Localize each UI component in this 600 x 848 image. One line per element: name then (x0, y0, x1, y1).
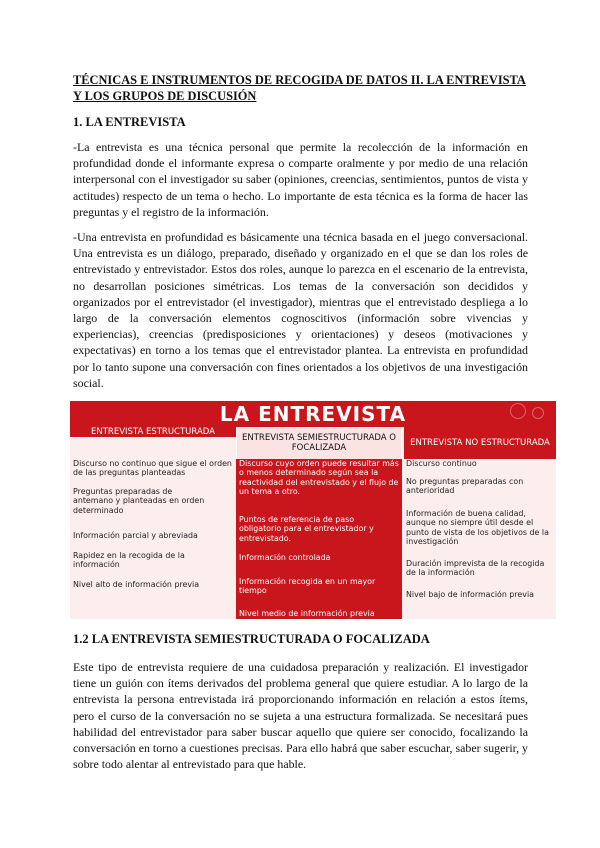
column-item: Información recogida en un mayor tiempo (239, 577, 376, 596)
column-item: Información controlada (239, 553, 331, 562)
column-item: Información de buena calidad, aunque no siempre útil desde el punto de vista de los objetivos de la investigación (406, 509, 549, 547)
column-item: No preguntas preparadas con anterioridad (406, 477, 524, 496)
column-item: Preguntas preparadas de antemano y planteadas en orden determinado (73, 487, 205, 515)
column-header: ENTREVISTA NO ESTRUCTURADA (404, 427, 556, 459)
column-header: ENTREVISTA ESTRUCTURADA (70, 427, 236, 437)
column-estructurada (70, 427, 236, 619)
column-item: Duración imprevista de la recogida de la información (406, 559, 545, 578)
document-title: TÉCNICAS E INSTRUMENTOS DE RECOGIDA DE DATOS II. LA ENTREVISTA Y LOS GRUPOS DE DISCUSIÓN (73, 73, 526, 103)
column-item: Puntos de referencia de paso obligatorio para el entrevistador y entrevistado. (239, 515, 374, 543)
column-item: Discurso no continuo que sigue el orden de las preguntas planteadas (73, 459, 232, 478)
decorative-circle-icon (532, 407, 544, 419)
column-item: Nivel alto de información previa (73, 580, 200, 589)
paragraph-entrevista-profundidad: -Una entrevista en profundidad es básicamente una técnica basada en el juego conversacional. Una entrevista es un diálogo, preparado, diseñado y organizado en el que se dan los roles de entrevistado y entrevistador. Estos dos roles, aunque lo parezca en el escenario de la entrevista, no desarrollan posiciones simétricas. Los temas de la conversación son decididos y organizados por el entrevistador (el investigador), mientras que el entrevistado despliega a lo largo de la conversación elementos cognoscitivos (información sobre vivencias y experiencias), creencias (predisposiciones y orientaciones) y deseos (motivaciones y expectativas) en torno a los temas que el entrevistador plantea. La entrevista en profundidad por lo tanto supone una conversación con fines orientados a los objetivos de una investigación social. (73, 230, 528, 390)
column-item: Discurso cuyo orden puede resultar más o menos determinado según sea la reactividad del entrevistado y el flujo de un tema a otro. (239, 459, 399, 497)
column-item: Discurso continuo (406, 459, 477, 468)
paragraph-definicion: -La entrevista es una técnica personal que permite la recolección de la información en profundidad donde el informante expresa o comparte oralmente y por medio de una relación interpersonal con el investigador su saber (opiniones, creencias, sentimientos, puntos de vista y actitudes) respecto de un tema o hecho. Lo importante de esta técnica es la forma de hacer las preguntas y el registro de la información. (73, 140, 528, 219)
column-header: ENTREVISTA SEMIESTRUCTURADA O FOCALIZADA (236, 427, 402, 459)
column-semiestructurada (236, 427, 402, 619)
entrevista-comparison-figure (70, 401, 556, 619)
column-item: Información parcial y abreviada (73, 531, 198, 540)
column-item: Rapidez en la recogida de la información (73, 551, 185, 570)
section-heading-semiestructurada: 1.2 LA ENTREVISTA SEMIESTRUCTURADA O FOCALIZADA (73, 632, 430, 646)
column-no-estructurada (404, 427, 556, 619)
decorative-circle-icon (510, 403, 526, 419)
section-heading-entrevista: 1. LA ENTREVISTA (73, 115, 186, 129)
paragraph-semiestructurada: Este tipo de entrevista requiere de una cuidadosa preparación y realización. El investigador tiene un guión con ítems derivados del problema general que quiere estudiar. A lo largo de la entrevista la persona entrevistada irá proporcionando información en relación a estos ítems, pero el curso de la conversación no se sujeta a una estructura formalizada. Se necesitará pues habilidad del entrevistador para saber buscar aquello que quiere ser conocido, focalizando la conversación en torno a cuestiones precisas. Para ello habrá que saber escuchar, saber sugerir, y sobre todo alentar al entrevistado para que hable. (73, 660, 528, 772)
column-item: Nivel medio de información previa (239, 609, 375, 618)
column-item: Nivel bajo de información previa (406, 590, 534, 599)
figure-banner: LA ENTREVISTA (70, 401, 556, 427)
